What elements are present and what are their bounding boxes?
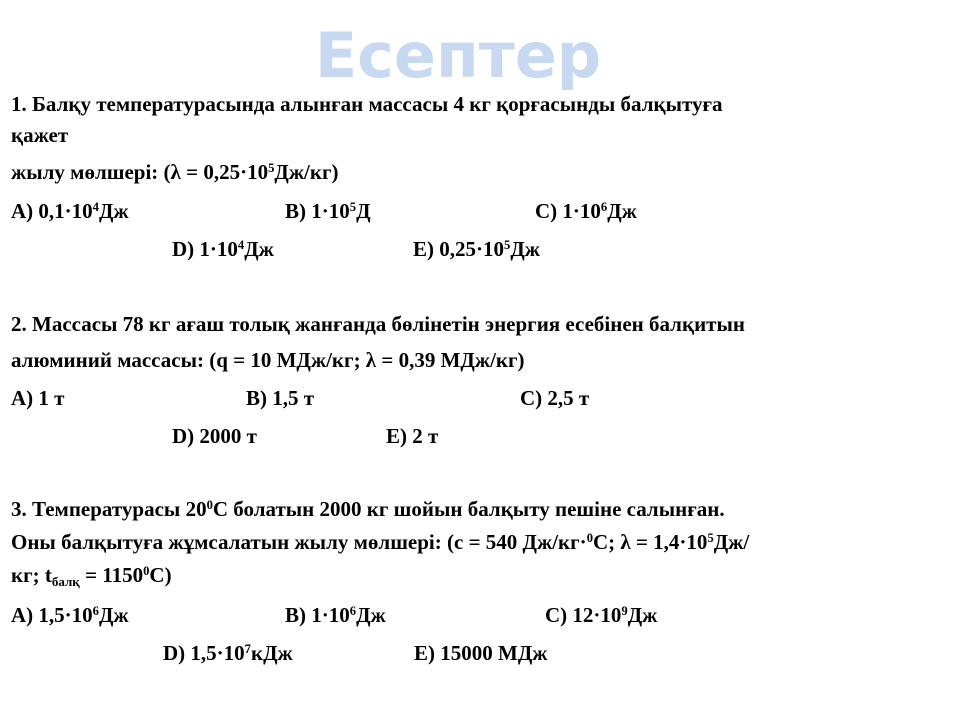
q1-option-b: В) $1\cdot 10^5Д$ <box>285 199 371 223</box>
q3-option-b: В) $1\cdot 10^6Дж$ <box>285 603 386 627</box>
question-3-line-2: Оны балқытуға жұмсалатын жылу мөлшері: (c = 540 Дж/кг·$^0$С; $\lambda = 1,4\cdot 10^5Дж/$ <box>11 530 750 554</box>
question-3-line-1: 3. Температурасы $20^0С$ болатын 2000 кг шойын балқыту пешіне салынған. <box>11 497 725 521</box>
question-1-line-1: 1. Балқу температурасында алынған массасы 4 кг қорғасынды балқытуға <box>11 92 723 116</box>
question-2-line-1: 2. Массасы 78 кг ағаш толық жанғанда бөлінетін энергия есебінен балқитын <box>11 312 745 336</box>
q1-option-a: А) $0,1\cdot 10^4Дж$ <box>11 199 129 223</box>
q1-option-c: С) $1\cdot 10^6Дж$ <box>535 199 637 223</box>
question-2-line-2: алюминий массасы: (q = 10 МДж/кг; λ = 0,39 МДж/кг) <box>11 348 525 372</box>
question-1-line-2: қажет <box>11 123 69 147</box>
page-title: Есептер <box>314 19 602 92</box>
q2-option-c: С) 2,5 т <box>520 386 590 410</box>
q2-option-e: Е) 2 т <box>386 424 439 448</box>
q1-option-d: D) $1\cdot 10^4Дж$ <box>172 237 274 261</box>
q2-option-b: В) 1,5 т <box>246 386 315 410</box>
q2-option-d: D) 2000 т <box>172 424 257 448</box>
q3-option-c: С) $12\cdot 10^9Дж$ <box>545 603 658 627</box>
q2-option-a: А) 1 т <box>11 386 65 410</box>
q1-lambda-exponent: 5 <box>268 161 275 176</box>
q3-option-d: D) $1,5\cdot 10^7кДж$ <box>163 641 293 665</box>
q3-option-e: Е) 15000 МДж <box>414 641 548 665</box>
question-1-line-3 <box>11 158 951 186</box>
q1-lambda-text: жылу мөлшері: (λ = 0,25·10 <box>11 160 269 184</box>
question-3-line-3: кг; $t_{балқ} = 1150^0С$) <box>11 563 172 589</box>
q1-option-e: Е) $0,25\cdot 10^5Дж$ <box>413 237 540 261</box>
q3-option-a: А) $1,5\cdot 10^6Дж$ <box>11 603 129 627</box>
q1-lambda-unit: Дж/кг) <box>274 160 339 184</box>
